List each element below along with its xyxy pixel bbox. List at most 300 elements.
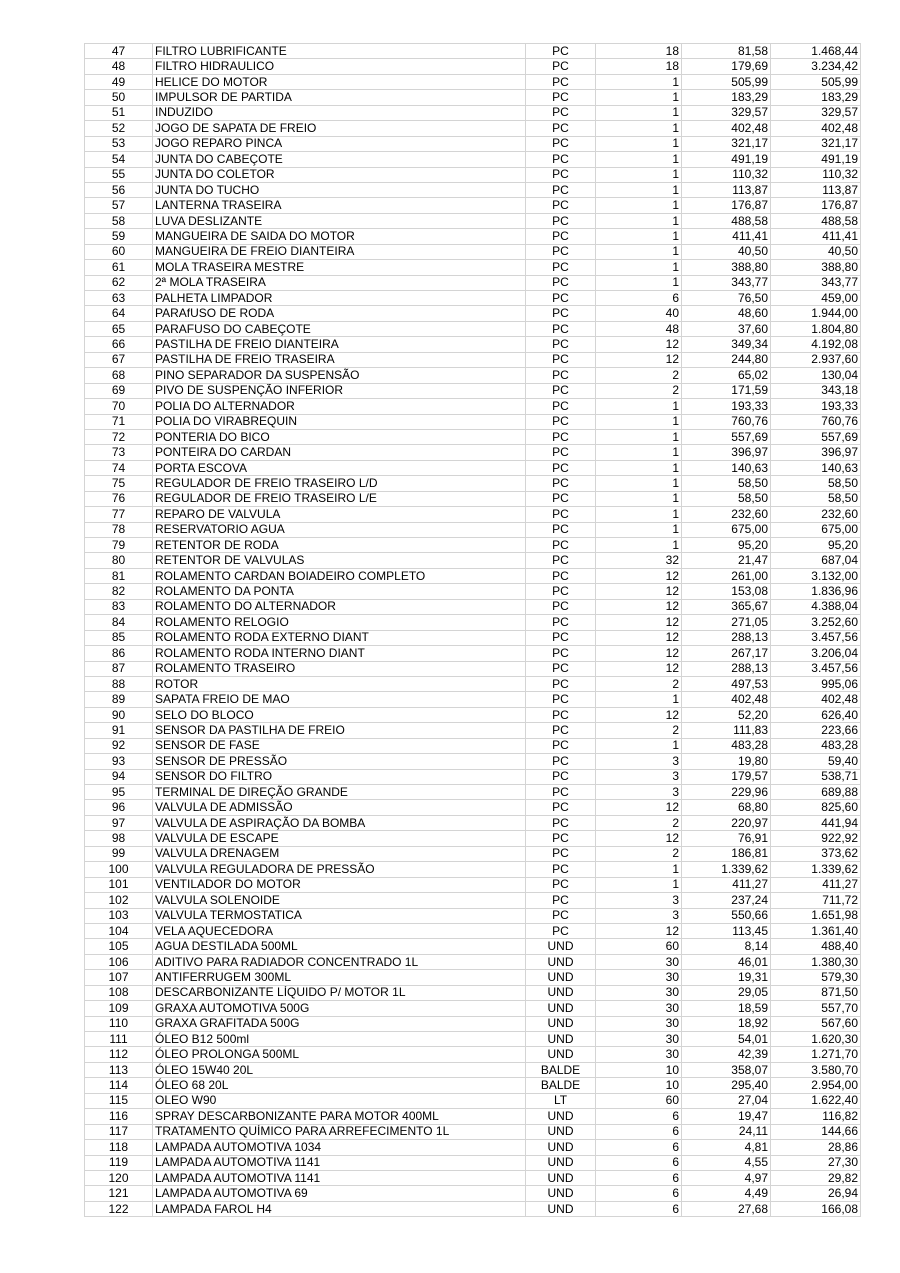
item-unit: UND	[526, 1109, 596, 1124]
item-total: 689,88	[771, 785, 861, 800]
item-description: DESCARBONIZANTE LÍQUIDO P/ MOTOR 1L	[153, 985, 526, 1000]
item-number: 55	[85, 167, 153, 182]
item-total: 176,87	[771, 198, 861, 213]
item-unit-price: 4,97	[682, 1170, 771, 1185]
item-unit-price: 81,58	[682, 44, 771, 59]
item-total: 483,28	[771, 738, 861, 753]
item-quantity: 6	[596, 291, 682, 306]
item-unit-price: 68,80	[682, 800, 771, 815]
item-number: 81	[85, 568, 153, 583]
table-row	[85, 692, 861, 707]
item-unit-price: 402,48	[682, 121, 771, 136]
item-number: 83	[85, 599, 153, 614]
item-number: 63	[85, 291, 153, 306]
table-row	[85, 429, 861, 444]
item-unit-price: 19,47	[682, 1109, 771, 1124]
item-total: 27,30	[771, 1155, 861, 1170]
item-description: VALVULA DRENAGEM	[153, 846, 526, 861]
item-unit-price: 261,00	[682, 568, 771, 583]
table-row	[85, 59, 861, 74]
item-description: RETENTOR DE RODA	[153, 538, 526, 553]
item-number: 51	[85, 105, 153, 120]
item-number: 105	[85, 939, 153, 954]
item-number: 76	[85, 491, 153, 506]
item-quantity: 3	[596, 785, 682, 800]
item-unit-price: 46,01	[682, 954, 771, 969]
table-row	[85, 90, 861, 105]
item-description: RESERVATORIO AGUA	[153, 522, 526, 537]
item-number: 90	[85, 707, 153, 722]
item-unit: PC	[526, 923, 596, 938]
item-quantity: 1	[596, 491, 682, 506]
item-description: VALVULA SOLENOIDE	[153, 893, 526, 908]
item-unit-price: 1.339,62	[682, 862, 771, 877]
item-unit-price: 365,67	[682, 599, 771, 614]
item-total: 675,00	[771, 522, 861, 537]
item-unit-price: 220,97	[682, 815, 771, 830]
item-total: 825,60	[771, 800, 861, 815]
item-number: 115	[85, 1093, 153, 1108]
item-description: JOGO REPARO PINCA	[153, 136, 526, 151]
item-unit: UND	[526, 1032, 596, 1047]
item-quantity: 48	[596, 321, 682, 336]
item-number: 122	[85, 1201, 153, 1216]
item-number: 100	[85, 862, 153, 877]
item-unit: PC	[526, 646, 596, 661]
item-total: 3.457,56	[771, 661, 861, 676]
item-number: 48	[85, 59, 153, 74]
item-description: SELO DO BLOCO	[153, 707, 526, 722]
table-row	[85, 769, 861, 784]
item-unit-price: 488,58	[682, 213, 771, 228]
table-row	[85, 213, 861, 228]
item-quantity: 10	[596, 1062, 682, 1077]
item-total: 3.580,70	[771, 1062, 861, 1077]
item-unit-price: 171,59	[682, 383, 771, 398]
item-total: 557,70	[771, 1001, 861, 1016]
item-unit: UND	[526, 1016, 596, 1031]
table-row	[85, 615, 861, 630]
item-unit: PC	[526, 229, 596, 244]
item-unit: PC	[526, 244, 596, 259]
item-description: JOGO DE SAPATA DE FREIO	[153, 121, 526, 136]
item-unit-price: 329,57	[682, 105, 771, 120]
item-quantity: 1	[596, 152, 682, 167]
item-description: POLIA DO ALTERNADOR	[153, 399, 526, 414]
table-row	[85, 460, 861, 475]
item-unit-price: 52,20	[682, 707, 771, 722]
item-unit: PC	[526, 908, 596, 923]
item-unit-price: 18,59	[682, 1001, 771, 1016]
item-total: 116,82	[771, 1109, 861, 1124]
item-unit-price: 295,40	[682, 1078, 771, 1093]
item-unit-price: 29,05	[682, 985, 771, 1000]
item-number: 66	[85, 337, 153, 352]
item-description: SENSOR DE FASE	[153, 738, 526, 753]
item-description: ROLAMENTO DA PONTA	[153, 584, 526, 599]
item-total: 2.937,60	[771, 352, 861, 367]
item-number: 78	[85, 522, 153, 537]
item-quantity: 1	[596, 105, 682, 120]
item-total: 232,60	[771, 507, 861, 522]
item-total: 505,99	[771, 74, 861, 89]
item-description: MANGUEIRA DE SAIDA DO MOTOR	[153, 229, 526, 244]
item-quantity: 12	[596, 800, 682, 815]
item-description: POLIA DO VIRABREQUIN	[153, 414, 526, 429]
item-unit: UND	[526, 985, 596, 1000]
item-number: 93	[85, 754, 153, 769]
item-unit: PC	[526, 460, 596, 475]
item-total: 995,06	[771, 676, 861, 691]
item-description: ROLAMENTO TRASEIRO	[153, 661, 526, 676]
item-number: 87	[85, 661, 153, 676]
item-unit: PC	[526, 754, 596, 769]
item-quantity: 1	[596, 862, 682, 877]
item-description: LAMPADA AUTOMOTIVA 69	[153, 1186, 526, 1201]
item-quantity: 1	[596, 429, 682, 444]
item-number: 82	[85, 584, 153, 599]
table-row	[85, 74, 861, 89]
item-unit-price: 76,91	[682, 831, 771, 846]
item-description: GRAXA AUTOMOTIVA 500G	[153, 1001, 526, 1016]
item-total: 110,32	[771, 167, 861, 182]
item-unit-price: 237,24	[682, 893, 771, 908]
item-unit-price: 37,60	[682, 321, 771, 336]
item-unit: PC	[526, 121, 596, 136]
item-unit-price: 40,50	[682, 244, 771, 259]
item-quantity: 12	[596, 646, 682, 661]
item-number: 106	[85, 954, 153, 969]
table-row	[85, 291, 861, 306]
item-unit: PC	[526, 491, 596, 506]
item-total: 343,18	[771, 383, 861, 398]
item-quantity: 1	[596, 198, 682, 213]
table-row	[85, 198, 861, 213]
item-number: 57	[85, 198, 153, 213]
item-unit-price: 18,92	[682, 1016, 771, 1031]
item-total: 166,08	[771, 1201, 861, 1216]
item-number: 98	[85, 831, 153, 846]
item-total: 4.192,08	[771, 337, 861, 352]
item-quantity: 6	[596, 1109, 682, 1124]
item-total: 2.954,00	[771, 1078, 861, 1093]
table-row	[85, 1109, 861, 1124]
table-row	[85, 815, 861, 830]
item-description: GRAXA GRAFITADA 500G	[153, 1016, 526, 1031]
item-description: INDUZIDO	[153, 105, 526, 120]
item-description: REPARO DE VALVULA	[153, 507, 526, 522]
item-unit: PC	[526, 198, 596, 213]
item-unit: UND	[526, 954, 596, 969]
item-total: 1.622,40	[771, 1093, 861, 1108]
item-description: PINO SEPARADOR DA SUSPENSÃO	[153, 368, 526, 383]
item-unit-price: 183,29	[682, 90, 771, 105]
item-total: 113,87	[771, 182, 861, 197]
item-quantity: 30	[596, 1016, 682, 1031]
item-quantity: 2	[596, 723, 682, 738]
table-row	[85, 152, 861, 167]
item-description: FILTRO LUBRIFICANTE	[153, 44, 526, 59]
table-row	[85, 476, 861, 491]
item-quantity: 12	[596, 630, 682, 645]
item-total: 26,94	[771, 1186, 861, 1201]
item-description: SAPATA FREIO DE MAO	[153, 692, 526, 707]
item-number: 74	[85, 460, 153, 475]
item-description: PARAfUSO DE RODA	[153, 306, 526, 321]
item-quantity: 1	[596, 476, 682, 491]
item-description: LUVA DESLIZANTE	[153, 213, 526, 228]
item-unit-price: 54,01	[682, 1032, 771, 1047]
item-description: MOLA TRASEIRA MESTRE	[153, 260, 526, 275]
item-total: 329,57	[771, 105, 861, 120]
item-unit-price: 267,17	[682, 646, 771, 661]
item-unit: PC	[526, 738, 596, 753]
item-unit: PC	[526, 862, 596, 877]
item-total: 626,40	[771, 707, 861, 722]
item-description: SENSOR DA PASTILHA DE FREIO	[153, 723, 526, 738]
item-quantity: 12	[596, 615, 682, 630]
item-total: 183,29	[771, 90, 861, 105]
item-unit: PC	[526, 831, 596, 846]
item-unit: PC	[526, 399, 596, 414]
item-unit: UND	[526, 970, 596, 985]
item-quantity: 6	[596, 1124, 682, 1139]
table-row	[85, 661, 861, 676]
item-total: 687,04	[771, 553, 861, 568]
item-quantity: 1	[596, 507, 682, 522]
item-description: ANTIFERRUGEM 300ML	[153, 970, 526, 985]
table-row	[85, 568, 861, 583]
item-description: PARAFUSO DO CABEÇOTE	[153, 321, 526, 336]
item-quantity: 30	[596, 985, 682, 1000]
item-description: LAMPADA FAROL H4	[153, 1201, 526, 1216]
item-unit-price: 271,05	[682, 615, 771, 630]
item-quantity: 1	[596, 260, 682, 275]
item-quantity: 60	[596, 939, 682, 954]
item-quantity: 30	[596, 954, 682, 969]
item-description: REGULADOR DE FREIO TRASEIRO L/D	[153, 476, 526, 491]
item-description: OLEO W90	[153, 1093, 526, 1108]
item-unit-price: 179,69	[682, 59, 771, 74]
item-total: 343,77	[771, 275, 861, 290]
table-row	[85, 229, 861, 244]
item-unit: UND	[526, 1124, 596, 1139]
table-row	[85, 985, 861, 1000]
table-row	[85, 908, 861, 923]
item-number: 116	[85, 1109, 153, 1124]
table-row	[85, 893, 861, 908]
item-unit-price: 42,39	[682, 1047, 771, 1062]
item-unit-price: 411,27	[682, 877, 771, 892]
item-unit-price: 95,20	[682, 538, 771, 553]
item-total: 871,50	[771, 985, 861, 1000]
item-quantity: 1	[596, 121, 682, 136]
item-number: 73	[85, 445, 153, 460]
item-quantity: 6	[596, 1201, 682, 1216]
item-number: 121	[85, 1186, 153, 1201]
item-total: 1.380,30	[771, 954, 861, 969]
item-unit: PC	[526, 213, 596, 228]
item-quantity: 3	[596, 893, 682, 908]
item-unit: PC	[526, 74, 596, 89]
item-unit: PC	[526, 584, 596, 599]
item-unit: PC	[526, 893, 596, 908]
item-unit: PC	[526, 800, 596, 815]
table-row	[85, 522, 861, 537]
item-description: TRATAMENTO QUÍMICO PARA ARREFECIMENTO 1L	[153, 1124, 526, 1139]
item-unit-price: 111,83	[682, 723, 771, 738]
item-quantity: 1	[596, 90, 682, 105]
item-unit: PC	[526, 167, 596, 182]
item-description: VELA AQUECEDORA	[153, 923, 526, 938]
item-description: ROLAMENTO RODA EXTERNO DIANT	[153, 630, 526, 645]
item-unit-price: 358,07	[682, 1062, 771, 1077]
item-unit: UND	[526, 1201, 596, 1216]
item-unit: PC	[526, 260, 596, 275]
item-total: 922,92	[771, 831, 861, 846]
item-quantity: 1	[596, 182, 682, 197]
table-row	[85, 445, 861, 460]
item-description: TERMINAL DE DIREÇÃO GRANDE	[153, 785, 526, 800]
item-unit-price: 58,50	[682, 491, 771, 506]
table-row	[85, 1032, 861, 1047]
table-row	[85, 275, 861, 290]
item-description: REGULADOR DE FREIO TRASEIRO L/E	[153, 491, 526, 506]
table-row	[85, 1093, 861, 1108]
table-row	[85, 877, 861, 892]
item-number: 68	[85, 368, 153, 383]
item-unit: UND	[526, 1155, 596, 1170]
item-total: 1.836,96	[771, 584, 861, 599]
item-description: ÓLEO 68 20L	[153, 1078, 526, 1093]
item-number: 88	[85, 676, 153, 691]
item-number: 113	[85, 1062, 153, 1077]
item-number: 118	[85, 1140, 153, 1155]
table-row	[85, 383, 861, 398]
item-number: 71	[85, 414, 153, 429]
item-unit: PC	[526, 815, 596, 830]
item-unit-price: 396,97	[682, 445, 771, 460]
item-unit: UND	[526, 1047, 596, 1062]
item-number: 65	[85, 321, 153, 336]
item-total: 1.361,40	[771, 923, 861, 938]
item-unit: PC	[526, 291, 596, 306]
item-unit: PC	[526, 568, 596, 583]
table-row	[85, 321, 861, 336]
item-description: ROLAMENTO RELOGIO	[153, 615, 526, 630]
table-row	[85, 260, 861, 275]
item-quantity: 40	[596, 306, 682, 321]
item-unit: PC	[526, 846, 596, 861]
table-row	[85, 244, 861, 259]
item-total: 411,27	[771, 877, 861, 892]
item-total: 3.234,42	[771, 59, 861, 74]
item-unit-price: 505,99	[682, 74, 771, 89]
item-unit: PC	[526, 615, 596, 630]
item-total: 411,41	[771, 229, 861, 244]
table-row	[85, 831, 861, 846]
item-unit-price: 19,80	[682, 754, 771, 769]
item-total: 321,17	[771, 136, 861, 151]
item-quantity: 60	[596, 1093, 682, 1108]
table-row	[85, 923, 861, 938]
item-description: ÓLEO B12 500ml	[153, 1032, 526, 1047]
item-quantity: 30	[596, 1047, 682, 1062]
item-unit-price: 110,32	[682, 167, 771, 182]
table-row	[85, 738, 861, 753]
item-unit-price: 557,69	[682, 429, 771, 444]
item-quantity: 18	[596, 59, 682, 74]
item-quantity: 6	[596, 1140, 682, 1155]
table-row	[85, 1047, 861, 1062]
item-unit-price: 321,17	[682, 136, 771, 151]
item-total: 567,60	[771, 1016, 861, 1031]
item-unit: PC	[526, 445, 596, 460]
item-number: 56	[85, 182, 153, 197]
item-quantity: 3	[596, 754, 682, 769]
item-unit: PC	[526, 723, 596, 738]
item-quantity: 6	[596, 1186, 682, 1201]
item-unit: PC	[526, 414, 596, 429]
item-quantity: 2	[596, 383, 682, 398]
item-number: 89	[85, 692, 153, 707]
item-quantity: 12	[596, 352, 682, 367]
item-quantity: 1	[596, 167, 682, 182]
item-number: 101	[85, 877, 153, 892]
item-number: 64	[85, 306, 153, 321]
table-row	[85, 1170, 861, 1185]
item-number: 111	[85, 1032, 153, 1047]
item-description: PONTEIRA DO CARDAN	[153, 445, 526, 460]
item-description: MANGUEIRA DE FREIO DIANTEIRA	[153, 244, 526, 259]
item-total: 760,76	[771, 414, 861, 429]
item-number: 91	[85, 723, 153, 738]
table-row	[85, 121, 861, 136]
table-row	[85, 1140, 861, 1155]
item-number: 69	[85, 383, 153, 398]
item-description: JUNTA DO TUCHO	[153, 182, 526, 197]
item-unit: PC	[526, 352, 596, 367]
item-unit-price: 497,53	[682, 676, 771, 691]
table-row	[85, 707, 861, 722]
item-unit-price: 288,13	[682, 661, 771, 676]
item-description: VALVULA TERMOSTATICA	[153, 908, 526, 923]
item-unit-price: 402,48	[682, 692, 771, 707]
items-table	[84, 43, 861, 1217]
item-unit-price: 48,60	[682, 306, 771, 321]
item-number: 112	[85, 1047, 153, 1062]
item-unit-price: 349,34	[682, 337, 771, 352]
item-unit-price: 19,31	[682, 970, 771, 985]
item-total: 579,30	[771, 970, 861, 985]
item-quantity: 12	[596, 661, 682, 676]
item-unit-price: 4,49	[682, 1186, 771, 1201]
item-description: ÓLEO PROLONGA 500ML	[153, 1047, 526, 1062]
item-total: 488,58	[771, 213, 861, 228]
item-unit-price: 65,02	[682, 368, 771, 383]
table-row	[85, 1186, 861, 1201]
table-row	[85, 167, 861, 182]
item-total: 459,00	[771, 291, 861, 306]
table-row	[85, 368, 861, 383]
table-row	[85, 337, 861, 352]
item-description: VALVULA REGULADORA DE PRESSÃO	[153, 862, 526, 877]
table-row	[85, 584, 861, 599]
table-row	[85, 1062, 861, 1077]
item-total: 1.468,44	[771, 44, 861, 59]
table-row	[85, 491, 861, 506]
item-total: 538,71	[771, 769, 861, 784]
